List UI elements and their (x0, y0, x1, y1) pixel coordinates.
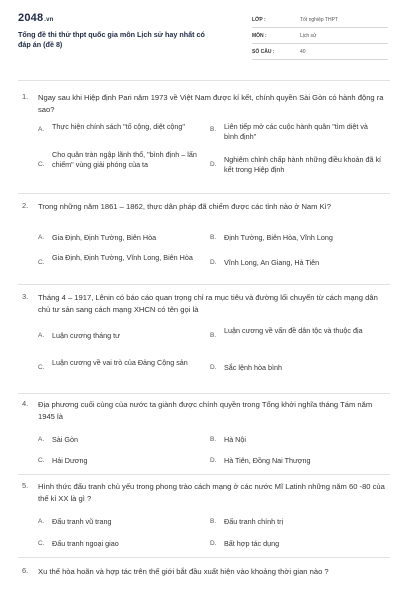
question-number: 1. (22, 92, 29, 101)
question-number: 2. (22, 201, 29, 210)
option-text: Gia Định, Định Tường, Vĩnh Long, Biên Hòa (52, 253, 193, 262)
option-text: Sài Gòn (52, 435, 78, 444)
question-text: Trong những năm 1861 – 1862, thực dân pháp đã chiếm được các tỉnh nào ở Nam Kì? (38, 202, 331, 211)
option-letter: B. (210, 126, 217, 133)
option-b[interactable] (210, 122, 380, 144)
divider (18, 557, 390, 558)
question-5 (18, 481, 388, 557)
question-text: Ngay sau khi Hiệp định Pari năm 1973 về Việt Nam được kí kết, chính quyền Sài Gòn có hành động ra sao? (38, 93, 384, 114)
meta-key: MÔN : (252, 33, 267, 39)
logo-suffix: .vn (44, 17, 54, 23)
question-text: Hình thức đấu tranh chủ yếu trong phong trào cách mạng ở các nước Mĩ Latinh những năm 60 -80 của thế kỉ XX là gì ? (38, 482, 385, 503)
option-letter: B. (210, 436, 217, 443)
option-text: Đấu tranh ngoại giao (52, 539, 119, 548)
option-text: Luận cương về vai trò của Đảng Cộng sản (52, 358, 188, 367)
option-letter: A. (38, 126, 45, 133)
divider (18, 193, 390, 194)
option-b[interactable] (210, 517, 380, 529)
option-b[interactable] (210, 435, 380, 447)
option-a[interactable] (38, 435, 208, 447)
question-number: 3. (22, 292, 29, 301)
divider (18, 284, 390, 285)
option-letter: D. (210, 259, 217, 266)
option-text: Bất hợp tác dụng (224, 539, 280, 548)
document-title: Tổng đề thi thử thpt quốc gia môn Lịch sử hay nhất có đáp án (đề 8) (18, 30, 205, 49)
meta-value: 40 (300, 49, 306, 55)
option-text: Sắc lệnh hòa bình (224, 363, 282, 372)
divider (18, 474, 390, 475)
option-d[interactable] (210, 253, 380, 275)
option-letter: D. (210, 161, 217, 168)
option-b[interactable] (210, 233, 380, 245)
option-letter: B. (210, 332, 217, 339)
option-text: Hải Dương (52, 456, 88, 465)
option-d[interactable] (210, 456, 380, 468)
question-text: Tháng 4 – 1917, Lênin có báo cáo quan trọng chỉ ra mục tiêu và đường lối chuyển từ cách mạng dân chủ tư sản sang cách mạng XHCN có tên gọi là (38, 293, 378, 314)
option-d[interactable] (210, 358, 380, 380)
option-text: Luận cương tháng tư (52, 331, 120, 340)
option-letter: B. (210, 518, 217, 525)
divider (18, 393, 390, 394)
option-a[interactable] (38, 122, 208, 144)
option-a[interactable] (38, 517, 208, 529)
option-letter: A. (38, 234, 45, 241)
option-text: Hà Nội (224, 435, 246, 444)
option-text: Đấu tranh chính trị (224, 517, 284, 526)
question-2 (18, 201, 388, 283)
question-number: 6. (22, 566, 29, 575)
option-letter: C. (38, 457, 45, 464)
option-letter: C. (38, 364, 45, 371)
option-letter: D. (210, 364, 217, 371)
option-d[interactable] (210, 539, 380, 551)
question-6 (18, 566, 388, 596)
option-c[interactable] (38, 358, 208, 380)
option-c[interactable] (38, 150, 208, 182)
option-text: Gia Định, Định Tường, Biên Hòa (52, 233, 157, 242)
question-1 (18, 92, 388, 192)
meta-row-count (252, 46, 388, 60)
option-letter: C. (38, 259, 45, 266)
option-d[interactable] (210, 150, 380, 182)
option-a[interactable] (38, 233, 208, 245)
option-a[interactable] (38, 326, 208, 348)
option-letter: D. (210, 540, 217, 547)
divider (18, 80, 390, 81)
question-4 (18, 399, 388, 473)
question-text: Địa phương cuối cùng của nước ta giành được chính quyền trong Tổng khởi nghĩa tháng Tám năm 1945 là (38, 400, 373, 421)
site-logo[interactable] (18, 12, 54, 24)
option-b[interactable] (210, 326, 380, 348)
meta-key: LỚP : (252, 17, 266, 23)
meta-key: SỐ CÂU : (252, 49, 275, 55)
option-c[interactable] (38, 539, 208, 551)
meta-value: Lịch sử (300, 33, 317, 39)
option-letter: A. (38, 436, 45, 443)
option-text: Cho quân tràn ngập lãnh thổ, "bình định – lấn chiếm" vùng giải phóng của ta (52, 150, 197, 169)
logo-main: 2048 (18, 12, 44, 24)
option-text: Hà Tiên, Đồng Nai Thượng (224, 456, 311, 465)
option-letter: C. (38, 540, 45, 547)
option-text: Định Tường, Biên Hòa, Vĩnh Long (224, 233, 333, 242)
option-text: Thực hiện chính sách "tố cộng, diệt cộng" (52, 122, 185, 131)
question-number: 5. (22, 481, 29, 490)
option-letter: D. (210, 457, 217, 464)
option-text: Luận cương về vấn đề dân tộc và thuộc địa (224, 326, 363, 335)
question-number: 4. (22, 399, 29, 408)
option-letter: C. (38, 161, 45, 168)
option-c[interactable] (38, 253, 208, 275)
option-c[interactable] (38, 456, 208, 468)
meta-value: Tốt nghiệp THPT (300, 17, 338, 23)
option-letter: A. (38, 518, 45, 525)
question-text: Xu thế hòa hoãn và hợp tác trên thế giới bắt đầu xuất hiện vào khoảng thời gian nào ? (38, 567, 329, 576)
meta-row-subject (252, 30, 388, 44)
option-text: Liên tiếp mở các cuộc hành quân "tìm diệt và bình định" (224, 122, 368, 141)
meta-row-class (252, 14, 388, 28)
document-header (18, 12, 388, 74)
option-text: Vĩnh Long, An Giang, Hà Tiên (224, 258, 320, 267)
meta-panel (252, 14, 388, 62)
option-letter: A. (38, 332, 45, 339)
option-letter: B. (210, 234, 217, 241)
option-text: Đấu tranh vũ trang (52, 517, 112, 526)
question-3 (18, 292, 388, 392)
option-text: Nghiêm chỉnh chấp hành những điều khoản đã kí kết trong Hiệp định (224, 155, 382, 174)
